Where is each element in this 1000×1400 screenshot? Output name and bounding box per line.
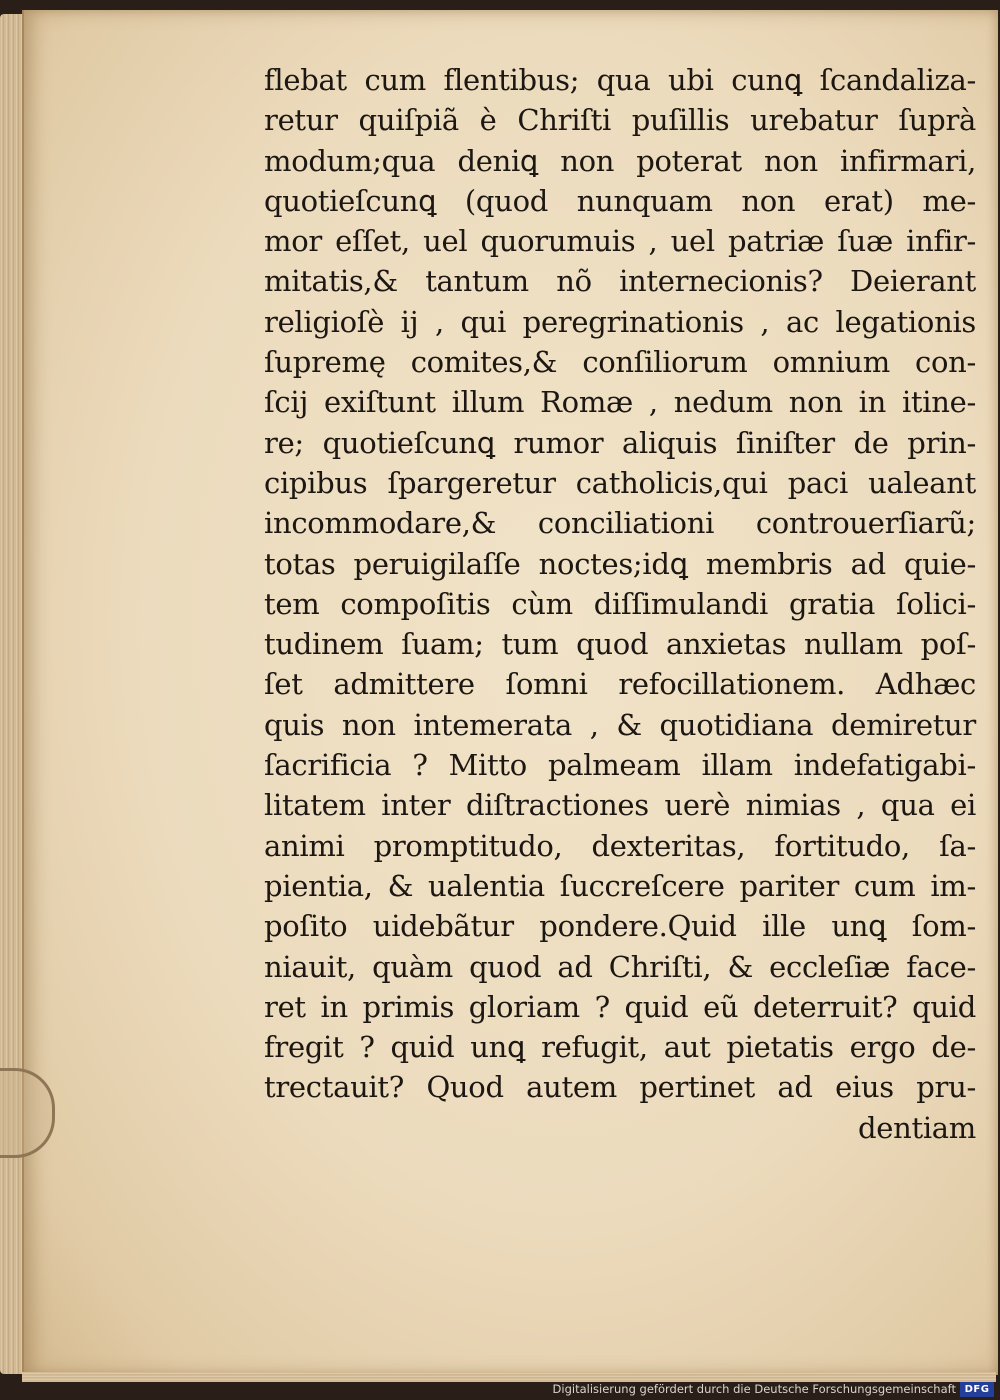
text-line: flebat cum flentibus; qua ubi cunꝗ ſcandaliza-: [264, 63, 976, 97]
text-line: quotieſcunꝗ (quod nunquam non erat) me-: [264, 183, 976, 218]
text-line: litatem inter diſtractiones uerè nimias , qua ei: [264, 788, 976, 823]
text-line: cipibus ſpargeretur catholicis,qui paci ualeant: [264, 465, 976, 500]
text-line: animi promptitudo, dexteritas, fortitudo, ſa-: [264, 828, 976, 863]
text-line: mor eſſet, uel quorumuis , uel patriæ ſuæ infir-: [264, 224, 976, 259]
text-line: mitatis,& tantum nõ internecionis? Deierant: [264, 264, 976, 299]
text-line: totas peruigilaſſe noctes;idꝗ membris ad quie-: [264, 546, 976, 581]
text-line: poſito uidebãtur pondere.Quid ille unꝗ ſom-: [264, 909, 976, 944]
text-line: trectauit? Quod autem pertinet ad eius pru-: [264, 1070, 976, 1105]
text-line: ſcij exiſtunt illum Romæ , nedum non in itine-: [264, 385, 976, 420]
text-line: fregit ? quid unꝗ refugit, aut pietatis ergo de-: [264, 1030, 976, 1065]
text-line: ſupremę comites,& conſiliorum omnium con-: [264, 345, 976, 380]
text-line: pientia, & ualentia ſuccreſcere pariter cum im-: [264, 868, 976, 903]
text-line: niauit, quàm quod ad Chriſti, & eccleſiæ face-: [264, 949, 976, 984]
dfg-logo: DFG: [960, 1382, 994, 1397]
text-line: modum;qua deniꝗ non poterat non infirmari,: [264, 143, 976, 178]
text-line: ſet admittere ſomni refocillationem. Adhæc: [264, 667, 976, 702]
text-line: tem compoſitis cùm diſſimulandi gratia ſolici-: [264, 586, 976, 621]
text-line: quis non intemerata , & quotidiana demiretur: [264, 707, 976, 742]
text-line: ret in primis gloriam ? quid eũ deterruit? quid: [264, 989, 976, 1024]
digitization-credit: Digitalisierung gefördert durch die Deutsche Forschungsgemeinschaft: [552, 1382, 956, 1396]
catchword: dentiam: [857, 1110, 976, 1145]
text-line: re; quotieſcunꝗ rumor aliquis ſiniſter de prin-: [264, 425, 976, 460]
body-text: [264, 60, 976, 1148]
text-line: retur quiſpiã è Chriſti puſillis urebatur ſuprà: [264, 103, 976, 138]
text-line: incommodare,& conciliationi controuerſiarũ;: [264, 506, 976, 541]
text-line: religioſè ij , qui peregrinationis , ac legationis: [264, 304, 976, 339]
text-line: tudinem ſuam; tum quod anxietas nullam poſ-: [264, 627, 976, 662]
text-line: ſacrificia ? Mitto palmeam illam indefatigabi-: [264, 748, 976, 783]
